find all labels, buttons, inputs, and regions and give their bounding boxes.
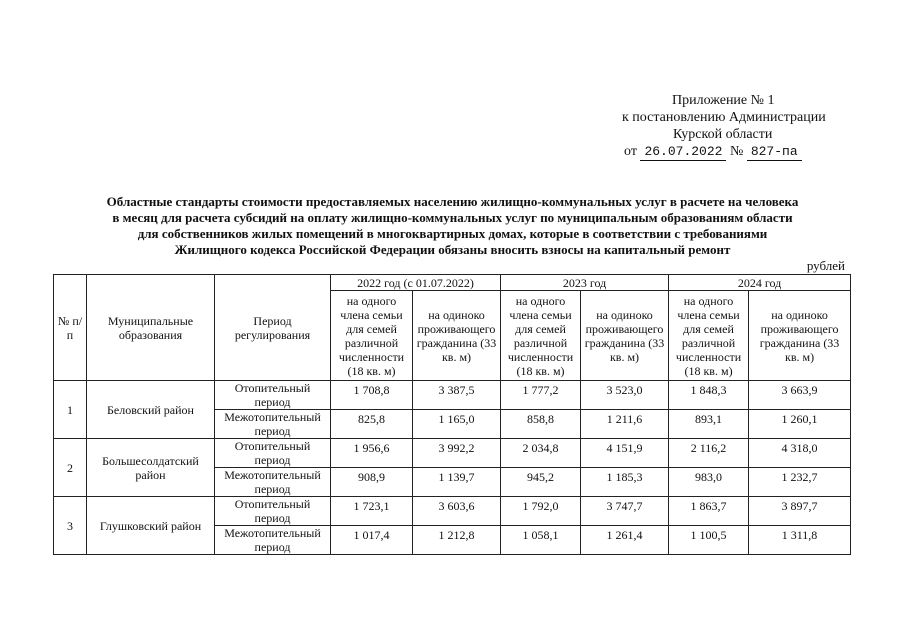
row-period-label: Межотопительный период bbox=[215, 410, 331, 439]
row-num: 3 bbox=[54, 497, 87, 555]
row-period-label: Отопительный период bbox=[215, 381, 331, 410]
value-cell: 1 311,8 bbox=[749, 526, 851, 555]
value-cell: 1 956,6 bbox=[331, 439, 413, 468]
table-row bbox=[54, 439, 851, 468]
value-cell: 825,8 bbox=[331, 410, 413, 439]
value-cell: 3 663,9 bbox=[749, 381, 851, 410]
row-period-label: Отопительный период bbox=[215, 439, 331, 468]
value-cell: 1 777,2 bbox=[501, 381, 581, 410]
appendix-block bbox=[600, 92, 860, 161]
value-cell: 1 260,1 bbox=[749, 410, 851, 439]
value-cell: 2 116,2 bbox=[669, 439, 749, 468]
table-row bbox=[54, 381, 851, 410]
header-family-2024: на одного члена семьи для семей различной численности (18 кв. м) bbox=[669, 291, 749, 381]
title-line-1: Областные стандарты стоимости предоставляемых населению жилищно-коммунальных услуг в расчете на человека bbox=[106, 194, 799, 209]
header-single-2024: на одиноко проживающего гражданина (33 кв. м) bbox=[749, 291, 851, 381]
header-family-2022: на одного члена семьи для семей различной численности (18 кв. м) bbox=[331, 291, 413, 381]
value-cell: 983,0 bbox=[669, 468, 749, 497]
header-municipality: Муниципальные образования bbox=[87, 275, 215, 381]
value-cell: 1 792,0 bbox=[501, 497, 581, 526]
header-family-2023: на одного члена семьи для семей различной численности (18 кв. м) bbox=[501, 291, 581, 381]
value-cell: 893,1 bbox=[669, 410, 749, 439]
value-cell: 3 897,7 bbox=[749, 497, 851, 526]
appendix-title: Приложение № 1 bbox=[672, 93, 775, 108]
value-cell: 1 723,1 bbox=[331, 497, 413, 526]
appendix-decree: к постановлению Администрации bbox=[622, 110, 826, 125]
header-year-2024: 2024 год bbox=[669, 275, 851, 291]
header-num: № п/п bbox=[54, 275, 87, 381]
value-cell: 4 318,0 bbox=[749, 439, 851, 468]
document-title bbox=[60, 194, 845, 258]
value-cell: 945,2 bbox=[501, 468, 581, 497]
value-cell: 3 747,7 bbox=[581, 497, 669, 526]
table-row bbox=[54, 497, 851, 526]
row-num: 2 bbox=[54, 439, 87, 497]
row-municipality: Глушковский район bbox=[87, 497, 215, 555]
row-period-label: Межотопительный период bbox=[215, 526, 331, 555]
value-cell: 1 017,4 bbox=[331, 526, 413, 555]
value-cell: 858,8 bbox=[501, 410, 581, 439]
appendix-date: 26.07.2022 bbox=[640, 143, 726, 161]
value-cell: 1 232,7 bbox=[749, 468, 851, 497]
header-single-2022: на одиноко проживающего гражданина (33 кв. м) bbox=[413, 291, 501, 381]
title-line-4: Жилищного кодекса Российской Федерации обязаны вносить взносы на капитальный ремонт bbox=[174, 242, 731, 257]
row-municipality: Беловский район bbox=[87, 381, 215, 439]
row-num: 1 bbox=[54, 381, 87, 439]
appendix-date-line bbox=[600, 143, 860, 161]
header-period: Период регулирования bbox=[215, 275, 331, 381]
appendix-region: Курской области bbox=[673, 127, 773, 142]
value-cell: 908,9 bbox=[331, 468, 413, 497]
title-line-2: в месяц для расчета субсидий на оплату жилищно-коммунальных услуг по муниципальным образованиям области bbox=[112, 210, 793, 225]
appendix-number-label: № bbox=[729, 144, 744, 159]
value-cell: 1 212,8 bbox=[413, 526, 501, 555]
row-municipality: Большесолдатский район bbox=[87, 439, 215, 497]
value-cell: 3 523,0 bbox=[581, 381, 669, 410]
table-header bbox=[54, 275, 851, 381]
value-cell: 3 603,6 bbox=[413, 497, 501, 526]
value-cell: 4 151,9 bbox=[581, 439, 669, 468]
value-cell: 1 211,6 bbox=[581, 410, 669, 439]
title-line-3: для собственников жилых помещений в многоквартирных домах, которые в соответствии с требованиями bbox=[137, 226, 768, 241]
value-cell: 3 992,2 bbox=[413, 439, 501, 468]
value-cell: 1 139,7 bbox=[413, 468, 501, 497]
appendix-from-label: от bbox=[624, 144, 637, 159]
value-cell: 1 848,3 bbox=[669, 381, 749, 410]
row-period-label: Отопительный период bbox=[215, 497, 331, 526]
currency-unit: рублей bbox=[806, 258, 845, 273]
value-cell: 1 100,5 bbox=[669, 526, 749, 555]
header-single-2023: на одиноко проживающего гражданина (33 кв. м) bbox=[581, 291, 669, 381]
value-cell: 1 165,0 bbox=[413, 410, 501, 439]
value-cell: 3 387,5 bbox=[413, 381, 501, 410]
standards-table bbox=[53, 274, 851, 555]
appendix-number: 827-па bbox=[747, 143, 802, 161]
value-cell: 2 034,8 bbox=[501, 439, 581, 468]
value-cell: 1 863,7 bbox=[669, 497, 749, 526]
value-cell: 1 058,1 bbox=[501, 526, 581, 555]
value-cell: 1 261,4 bbox=[581, 526, 669, 555]
row-period-label: Межотопительный период bbox=[215, 468, 331, 497]
header-year-2022: 2022 год (с 01.07.2022) bbox=[331, 275, 501, 291]
value-cell: 1 708,8 bbox=[331, 381, 413, 410]
value-cell: 1 185,3 bbox=[581, 468, 669, 497]
table-body bbox=[54, 381, 851, 555]
header-year-2023: 2023 год bbox=[501, 275, 669, 291]
